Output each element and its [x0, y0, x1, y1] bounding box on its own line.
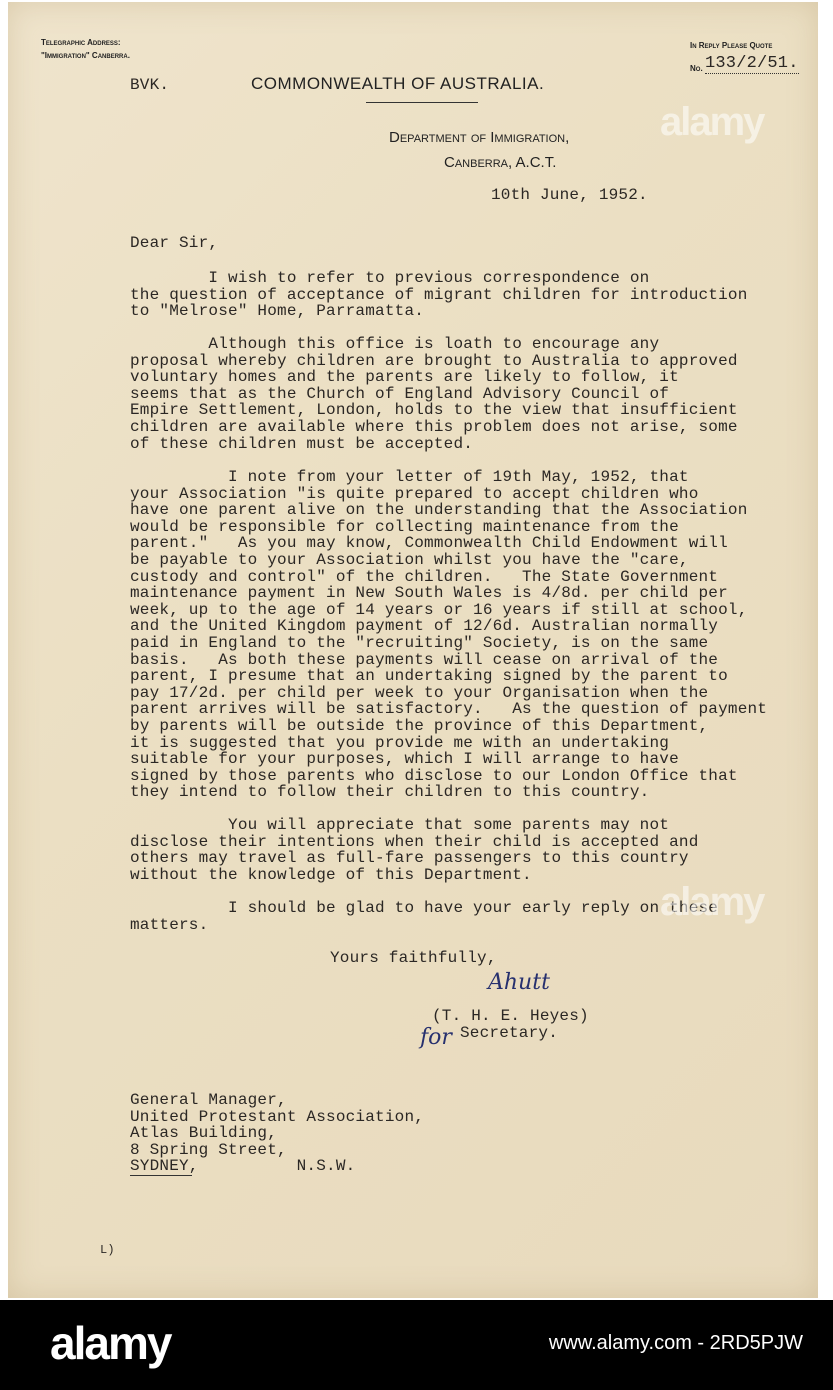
signatory-title: Secretary.: [460, 1024, 559, 1042]
text-line: paid in England to the "recruiting" Society, is on the same: [130, 633, 709, 652]
text-line: by parents will be outside the province of this Department,: [130, 716, 709, 735]
telegraphic-value: "Immigration" Canberra.: [41, 51, 130, 60]
text-line: they intend to follow their children to this country.: [130, 783, 650, 802]
text-line: have one parent alive on the understanding that the Association: [130, 501, 748, 520]
image-reference: www.alamy.com - 2RD5PJW: [548, 1332, 803, 1354]
paragraph-3: [130, 469, 767, 801]
text-line: basis. As both these payments will cease on arrival of the: [130, 650, 719, 669]
sydney-underline: [130, 1175, 192, 1176]
letter-date: 10th June, 1952.: [491, 186, 648, 204]
text-line: I note from your letter of 19th May, 1952, that: [130, 468, 689, 486]
text-line: be payable to your Association whilst you have the "care,: [130, 550, 689, 569]
typist-initials: BVK.: [130, 76, 170, 94]
paragraph-5: I should be glad to have your early reply on these matters.: [130, 899, 719, 934]
letterhead-title: COMMONWEALTH OF AUSTRALIA.: [251, 74, 545, 93]
text-line: suitable for your purposes, which I will arrange to have: [130, 750, 679, 769]
text-line: parent, I presume that an undertaking signed by the parent to: [130, 667, 728, 686]
reply-no-label: No.: [690, 64, 703, 73]
reply-label: In Reply Please Quote: [690, 41, 773, 50]
department-name: Department of Immigration,: [389, 129, 570, 146]
salutation: Dear Sir,: [130, 234, 219, 252]
stock-footer: [0, 1300, 833, 1390]
reply-reference-number: 133/2/51.: [705, 54, 799, 73]
text-line: week, up to the age of 14 years or 16 years if still at school,: [130, 600, 748, 619]
text-line: parent." As you may know, Commonwealth Child Endowment will: [130, 534, 728, 553]
signatory-name: (T. H. E. Heyes): [432, 1007, 589, 1025]
text-line: it is suggested that you provide me with an undertaking: [130, 733, 670, 752]
recipient-address: General Manager, United Protestant Association, Atlas Building, 8 Spring Street, SYDNEY, N.S.W.: [130, 1091, 425, 1176]
paragraph-4: You will appreciate that some parents may not disclose their intentions when their child is accepted and others may travel as full-fare passengers to this country without the knowledge of this Department.: [130, 816, 699, 884]
paragraph-1: I wish to refer to previous correspondence on the question of acceptance of migrant children for introduction to "Melrose" Home, Parramatta.: [130, 269, 748, 321]
text-line: your Association "is quite prepared to accept children who: [130, 484, 699, 503]
department-location: Canberra, A.C.T.: [444, 154, 557, 171]
signature-for: for: [420, 1025, 452, 1050]
text-line: maintenance payment in New South Wales is 4/8d. per child per: [130, 584, 728, 603]
text-line: signed by those parents who disclose to our London Office that: [130, 766, 738, 785]
text-line: pay 17/2d. per child per week to your Organisation when the: [130, 683, 709, 702]
text-line: and the United Kingdom payment of 12/6d. Australian normally: [130, 617, 719, 636]
paragraph-2: Although this office is loath to encourage any proposal whereby children are brought to Australia to approved voluntary homes and the parents are likely to follow, it seems that as the Church of England Advisory Council of Empire Settlement, London, holds to the view that insufficient children are available where this problem does not arise, some of these children must be accepted.: [130, 335, 738, 453]
text-line: custody and control" of the children. The State Government: [130, 567, 719, 586]
telegraphic-label: Telegraphic Address:: [41, 38, 121, 47]
text-line: would be responsible for collecting maintenance from the: [130, 517, 679, 536]
closing: Yours faithfully,: [330, 949, 497, 967]
watermark-alamy: alamy: [660, 100, 764, 144]
title-divider: [366, 102, 478, 103]
handwritten-signature: Ahutt: [488, 970, 550, 995]
footnote-mark: L): [100, 1243, 115, 1257]
watermark-alamy-2: alamy: [660, 880, 764, 924]
text-line: parent arrives will be satisfactory. As the question of payment: [130, 700, 768, 719]
alamy-logo: alamy: [50, 1317, 171, 1369]
